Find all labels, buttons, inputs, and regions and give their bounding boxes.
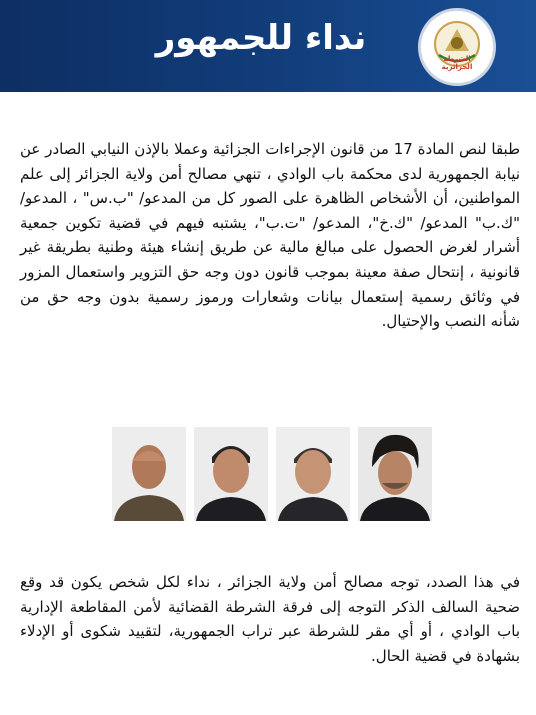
suspect-photo-1 — [112, 427, 186, 521]
suspect-photo-4 — [358, 427, 432, 521]
suspect-photos — [112, 427, 432, 521]
suspect-photo-2 — [194, 427, 268, 521]
suspect-photo-3 — [276, 427, 350, 521]
police-emblem-graphic — [421, 11, 493, 83]
police-emblem-icon — [418, 8, 496, 86]
page-title: نداء للجمهور — [155, 18, 367, 58]
appeal-paragraph: في هذا الصدد، توجه مصالح أمن ولاية الجزائر ، نداء لكل شخص يكون قد وقع ضحية السالف الذكر التوجه إلى فرقة الشرطة القضائية لأمن المقاطعة الإدارية باب الوادي ، أو أي مقر للشرطة عبر تراب الجمهورية، لتقييد شكوى أو الإدلاء بشهادة في قضية الحال. — [20, 573, 520, 665]
header-banner — [0, 0, 536, 92]
logo-caption: الشرطة الجزائرية — [441, 55, 473, 71]
notice-paragraph: طبقا لنص المادة 17 من قانون الإجراءات الجزائية وعملا بالإذن النيابي الصادر عن نيابة الجمهورية لدى محكمة باب الوادي ، تنهي مصالح أمن ولاية الجزائر إلى علم المواطنين، أن الأشخاص الظاهرة على الصور كل من المدعو/ "ب.س" ، المدعو/ "ك.ب" المدعو/ "ك.خ"، المدعو/ "ت.ب"، يشتبه فيهم في قضية تكوين جمعية أشرار لغرض الحصول على مبالغ مالية عن طريق إنشاء هيئة وطنية بطريقة غير قانونية ، إنتحال صفة معينة بموجب قانون دون وجه حق التزوير واستعمال المزور في وثائق رسمية إستعمال بيانات وشعارات ورموز رسمية بدون وجه حق من شأنه النصب والإحتيال. — [20, 140, 521, 331]
